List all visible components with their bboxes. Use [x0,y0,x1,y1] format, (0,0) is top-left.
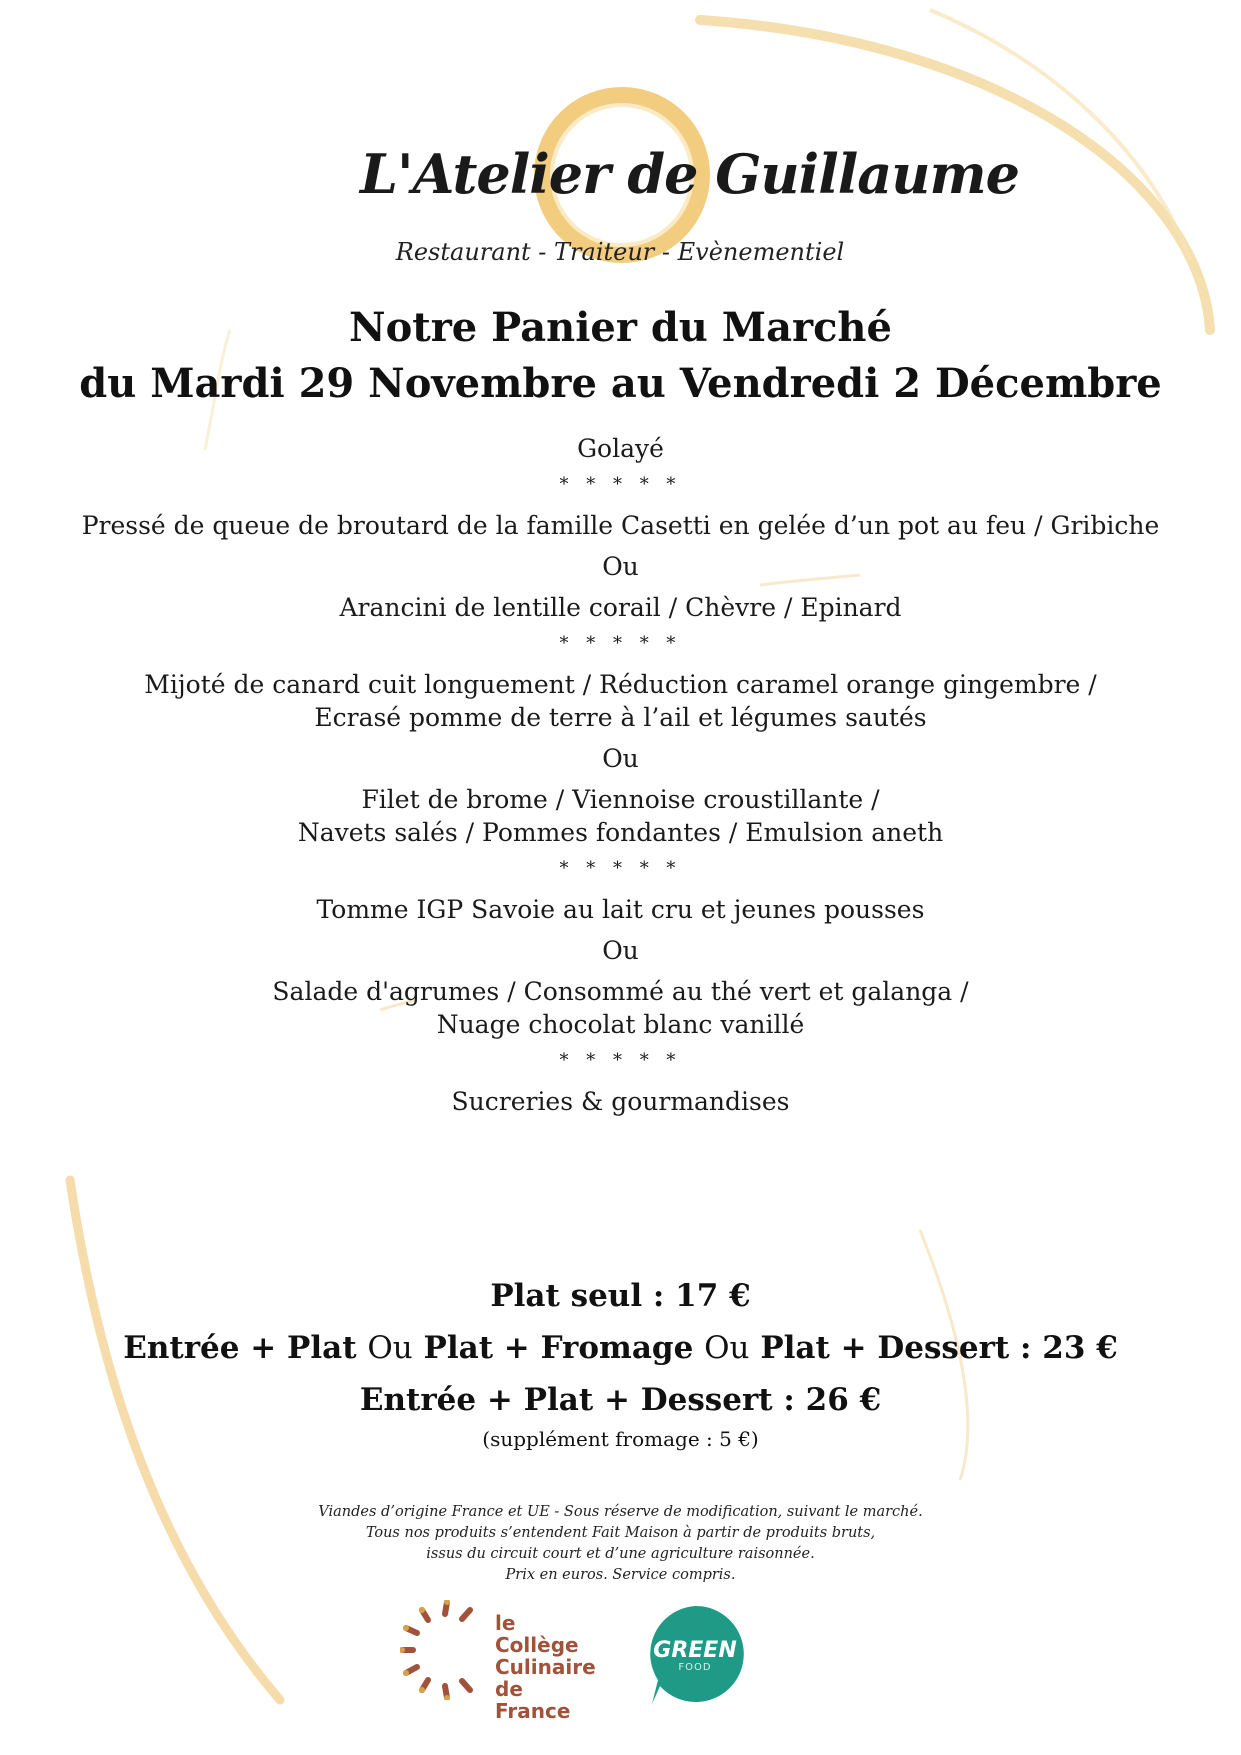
main-option-1-line1: Mijoté de canard cuit longuement / Réduction caramel orange gingembre / [144,670,1097,699]
main-option-1 [0,668,1241,734]
green-food-sub: FOOD [678,1662,712,1673]
college-line-1: le Collège [495,1611,579,1657]
course-separator: * * * * * [559,858,682,879]
footer-line-1: Viandes d’origine France et UE - Sous réserve de modification, suivant le marché. [318,1504,923,1520]
brand-logo [360,80,1019,300]
college-line-3: de France [495,1677,571,1723]
cheese-option: Tomme IGP Savoie au lait cru et jeunes pousses [316,895,925,924]
main-option-2-line1: Filet de brome / Viennoise croustillante / [361,785,880,814]
brand-tagline: Restaurant - Traiteur - Evènementiel [395,238,845,266]
course-separator: * * * * * [559,474,682,495]
college-culinaire-label [495,1612,605,1722]
college-culinaire-icon [400,1600,490,1700]
or-label: Ou [602,552,639,581]
menu-list [0,432,1241,1122]
price-two-courses [0,1322,1241,1374]
brand-name: L'Atelier de Guillaume [360,142,1019,206]
sweets: Sucreries & gourmandises [451,1087,790,1116]
page-title: Notre Panier du Marché [349,304,892,351]
starter-option-1: Pressé de queue de broutard de la famille Casetti en gelée d’un pot au feu / Gribiche [81,511,1160,540]
footer-line-4: Prix en euros. Service compris. [505,1567,736,1583]
combo-part-2: Plat + Fromage [423,1330,694,1366]
combo-part-3: Plat + Dessert : 23 € [760,1330,1118,1366]
college-culinaire-logo [400,1600,600,1723]
combo-part-1: Entrée + Plat [123,1330,357,1366]
price-single-plate: Plat seul : 17 € [490,1278,751,1314]
green-food-logo [640,1600,750,1710]
main-option-1-line2: Ecrasé pomme de terre à l’ail et légumes sautés [314,703,927,732]
dessert-line1: Salade d'agrumes / Consommé au thé vert et galanga / [272,977,969,1006]
green-food-label: GREEN [653,1638,737,1663]
or-label: Ou [602,936,639,965]
course-separator: * * * * * [559,633,682,654]
price-full-menu: Entrée + Plat + Dessert : 26 € [359,1382,882,1418]
main-option-2 [0,783,1241,849]
combo-or-2: Ou [704,1330,750,1366]
dessert-option [0,975,1241,1041]
combo-or-1: Ou [367,1330,413,1366]
or-label: Ou [602,744,639,773]
course-separator: * * * * * [559,1050,682,1071]
price-list [0,1270,1241,1452]
footer-line-2: Tous nos produits s’entendent Fait Maison à partir de produits bruts, [365,1525,876,1541]
footer-line-3: issus du circuit court et d’une agriculture raisonnée. [426,1546,815,1562]
amuse-bouche: Golayé [577,434,664,463]
partner-logos [400,1600,760,1723]
footer-notes [0,1502,1241,1586]
cheese-supplement-note: (supplément fromage : 5 €) [482,1427,759,1451]
college-line-2: Culinaire [495,1655,596,1679]
date-range-title: du Mardi 29 Novembre au Vendredi 2 Décembre [79,360,1162,407]
starter-option-2: Arancini de lentille corail / Chèvre / Epinard [339,593,902,622]
dessert-line2: Nuage chocolat blanc vanillé [436,1010,805,1039]
main-option-2-line2: Navets salés / Pommes fondantes / Emulsion aneth [297,818,944,847]
